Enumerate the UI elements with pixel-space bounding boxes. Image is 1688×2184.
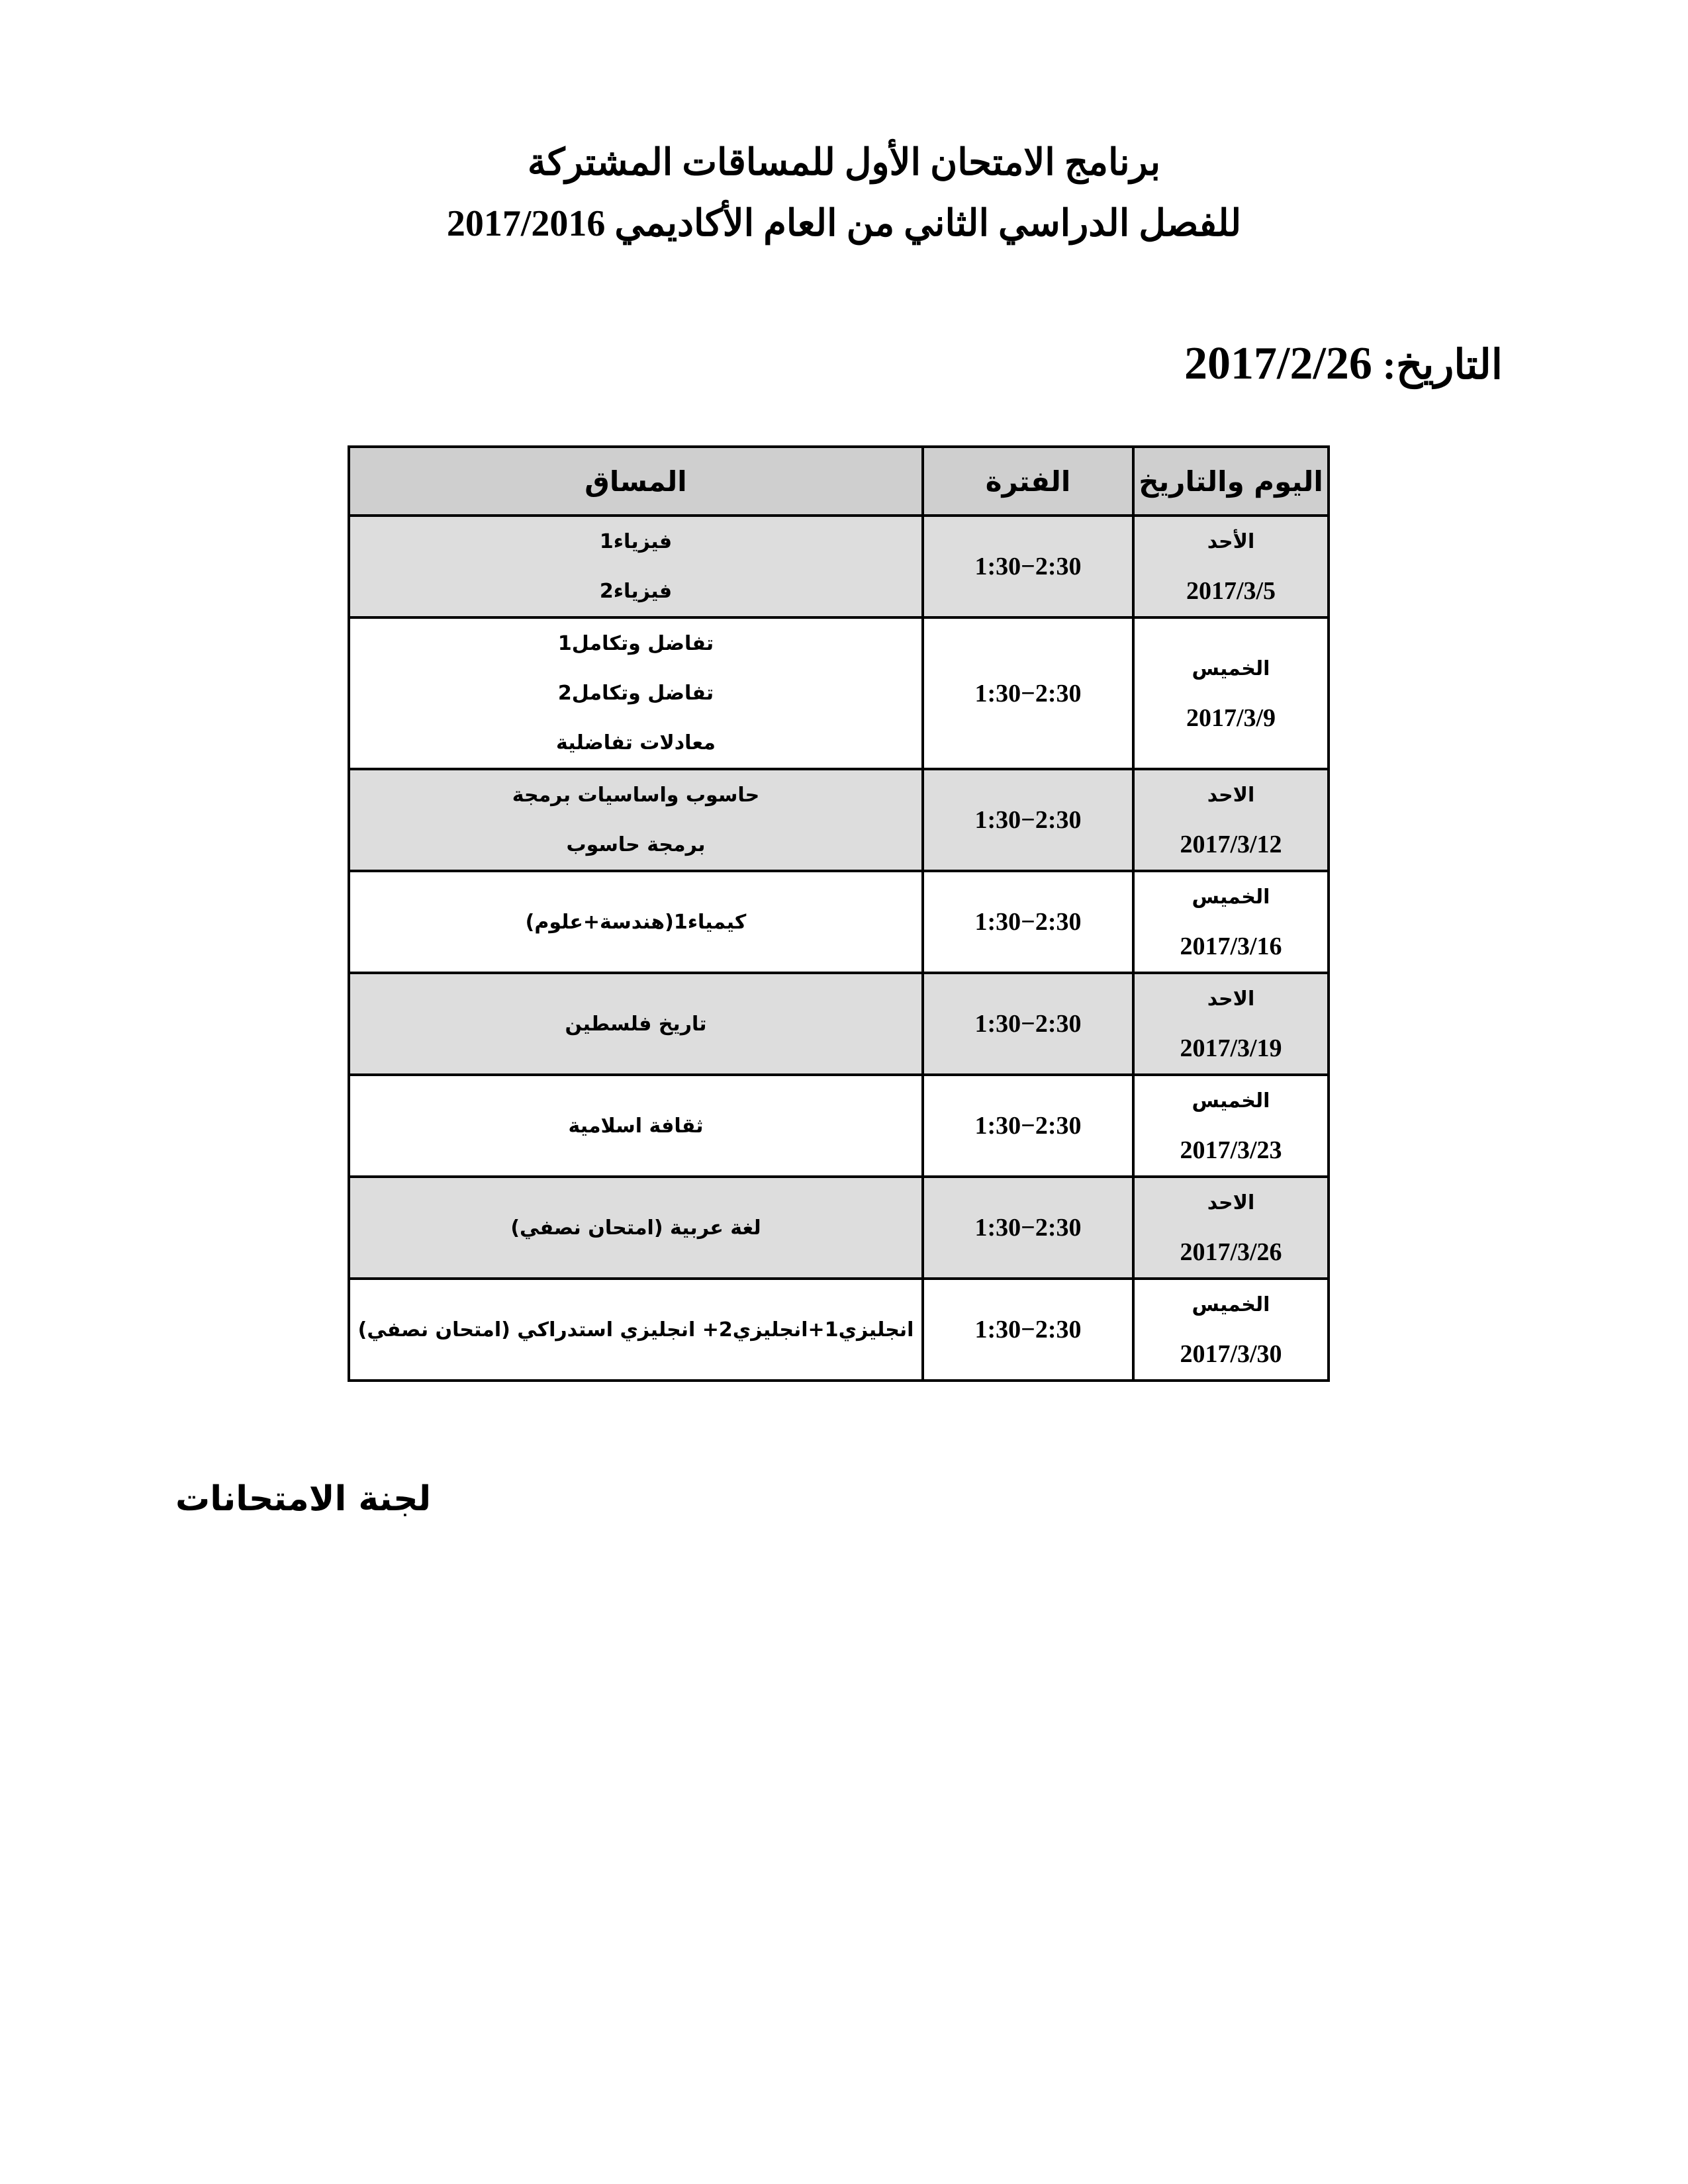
day-name: الخميس <box>1192 1089 1270 1113</box>
day-date-cell <box>1133 973 1329 1075</box>
table-row <box>349 769 1329 871</box>
exam-committee-signature: لجنة الامتحانات <box>175 1479 432 1519</box>
exam-date: 2017/3/26 <box>1180 1238 1282 1266</box>
course-name: تاريخ فلسطين <box>565 1012 707 1036</box>
period-value: 1:30−2:30 <box>974 553 1082 580</box>
period-cell <box>923 1075 1133 1177</box>
table-row <box>349 516 1329 617</box>
exam-date: 2017/3/30 <box>1180 1340 1282 1368</box>
course-name: تفاضل وتكامل2 <box>557 682 714 705</box>
header-day-date: اليوم والتاريخ <box>1133 447 1329 516</box>
table-row <box>349 617 1329 769</box>
exam-date: 2017/3/5 <box>1186 577 1276 605</box>
course-cell <box>349 1279 923 1381</box>
period-value: 1:30−2:30 <box>974 1316 1082 1343</box>
period-cell <box>923 973 1133 1075</box>
day-name: الاحد <box>1207 784 1255 807</box>
period-cell <box>923 1279 1133 1381</box>
day-date-cell <box>1133 1177 1329 1279</box>
exam-date: 2017/3/19 <box>1180 1034 1282 1062</box>
day-date-cell <box>1133 871 1329 973</box>
period-value: 1:30−2:30 <box>974 1112 1082 1140</box>
exam-date: 2017/3/12 <box>1180 831 1282 858</box>
document-date <box>1184 338 1503 392</box>
table-row <box>349 871 1329 973</box>
period-value: 1:30−2:30 <box>974 806 1082 834</box>
table-row <box>349 1075 1329 1177</box>
course-name: معادلات تفاضلية <box>556 731 716 754</box>
period-value: 1:30−2:30 <box>974 679 1082 707</box>
course-cell <box>349 1075 923 1177</box>
period-cell <box>923 769 1133 871</box>
period-value: 1:30−2:30 <box>974 908 1082 936</box>
course-name: حاسوب واساسيات برمجة <box>512 784 760 807</box>
day-date-cell <box>1133 617 1329 769</box>
course-name: لغة عربية (امتحان نصفي) <box>510 1216 761 1240</box>
course-cell <box>349 871 923 973</box>
period-value: 1:30−2:30 <box>974 1214 1082 1242</box>
day-name: الاحد <box>1207 987 1255 1011</box>
course-cell <box>349 973 923 1075</box>
period-cell <box>923 871 1133 973</box>
table-header-row <box>349 447 1329 516</box>
course-cell <box>349 1177 923 1279</box>
period-cell <box>923 516 1133 617</box>
header-period: الفترة <box>923 447 1133 516</box>
exam-date: 2017/3/16 <box>1180 933 1282 960</box>
date-value: 2017/2/26 <box>1184 338 1372 389</box>
course-name: تفاضل وتكامل1 <box>557 632 714 655</box>
course-cell <box>349 617 923 769</box>
day-date-cell <box>1133 1279 1329 1381</box>
course-name: برمجة حاسوب <box>566 833 706 856</box>
day-name: الأحد <box>1207 530 1255 553</box>
table-row <box>349 973 1329 1075</box>
course-cell <box>349 769 923 871</box>
course-name: فيزياء1 <box>599 530 673 553</box>
document-title <box>0 132 1688 254</box>
day-name: الخميس <box>1192 886 1270 909</box>
header-course: المساق <box>349 447 923 516</box>
day-name: الاحد <box>1207 1191 1255 1214</box>
title-line-2: للفصل الدراسي الثاني من العام الأكاديمي 2017/2016 <box>446 203 1242 244</box>
course-name: فيزياء2 <box>599 580 673 603</box>
day-date-cell <box>1133 516 1329 617</box>
exam-schedule-table <box>348 445 1330 1382</box>
day-name: الخميس <box>1192 1293 1270 1316</box>
exam-date: 2017/3/23 <box>1180 1136 1282 1164</box>
course-cell <box>349 516 923 617</box>
title-line-1: برنامج الامتحان الأول للمساقات المشتركة <box>527 142 1161 183</box>
course-name: انجليزي1+انجليزي2+ انجليزي استدراكي (امتحان نصفي) <box>357 1318 914 1342</box>
period-cell <box>923 1177 1133 1279</box>
table-row <box>349 1279 1329 1381</box>
course-name: ثقافة اسلامية <box>568 1114 704 1138</box>
day-date-cell <box>1133 1075 1329 1177</box>
day-date-cell <box>1133 769 1329 871</box>
period-value: 1:30−2:30 <box>974 1010 1082 1038</box>
table-row <box>349 1177 1329 1279</box>
period-cell <box>923 617 1133 769</box>
exam-date: 2017/3/9 <box>1186 704 1276 732</box>
day-name: الخميس <box>1192 657 1270 680</box>
date-label: التاريخ: <box>1382 343 1503 388</box>
course-name: كيمياء1(هندسة+علوم) <box>525 910 747 934</box>
